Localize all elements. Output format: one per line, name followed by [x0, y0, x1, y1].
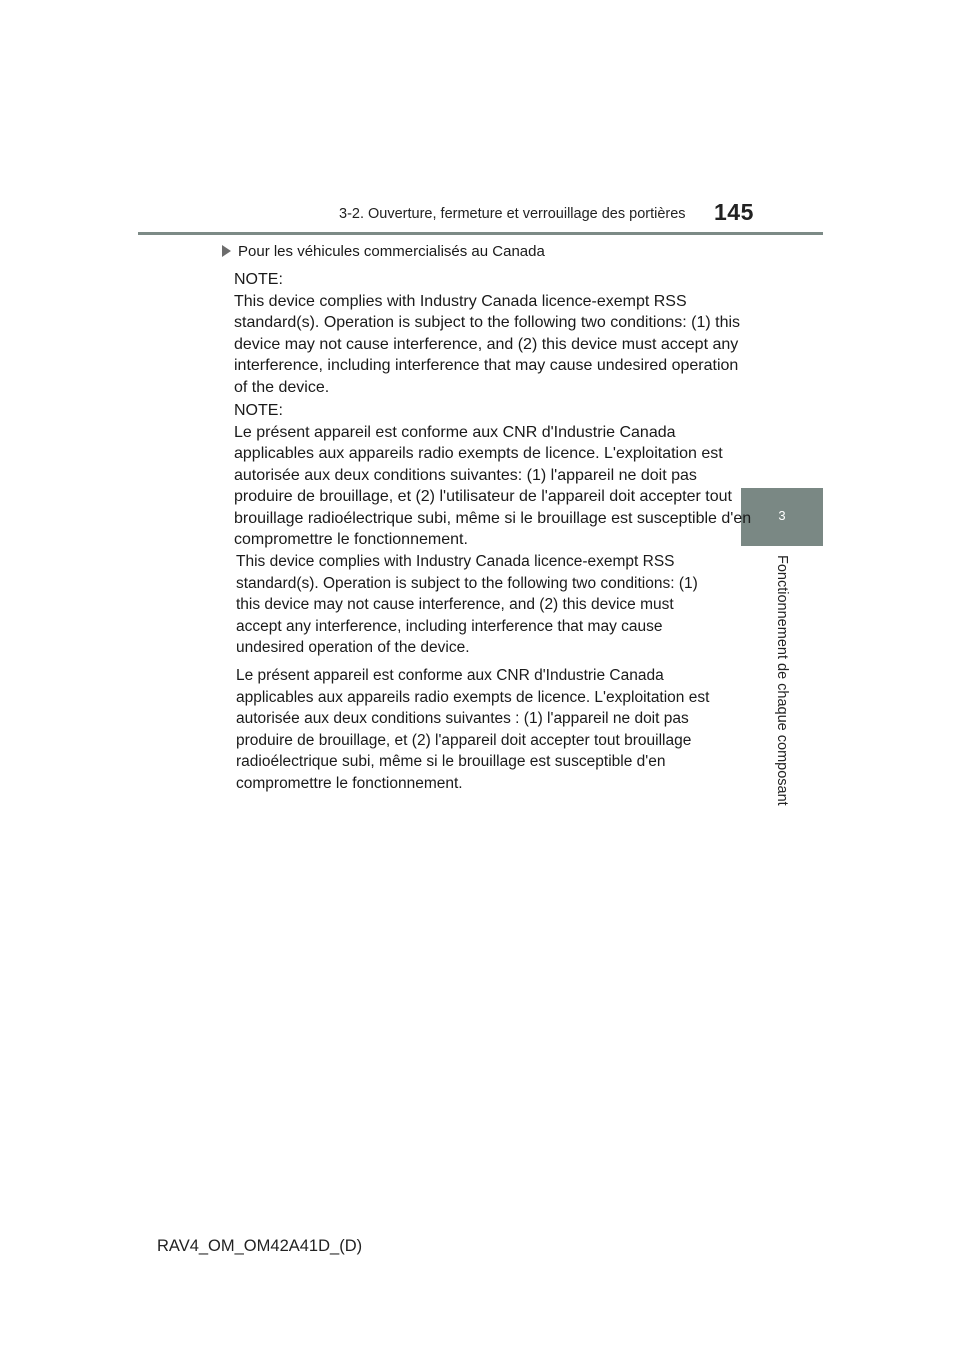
notice-line: Le présent appareil est conforme aux CNR d'Industrie Canada: [236, 667, 664, 684]
notice-line: device may not cause interference, and (2) this device must accept any: [234, 335, 739, 353]
chapter-title: Fonctionnement de chaque composant: [774, 555, 790, 806]
notice-line: produire de brouillage, et (2) l'utilisateur de l'appareil doit accepter tout: [234, 488, 732, 505]
notice-block-french-note: [234, 400, 754, 551]
subsection-title: Pour les véhicules commercialisés au Canada: [238, 243, 545, 260]
notice-line: NOTE:: [234, 402, 283, 419]
notice-line: autorisée aux deux conditions suivantes : (1) l'appareil ne doit pas: [236, 710, 689, 727]
document-code: RAV4_OM_OM42A41D_(D): [157, 1237, 363, 1255]
notice-line: standard(s). Operation is subject to the following two conditions: (1) this: [234, 314, 741, 331]
notice-line: autorisée aux deux conditions suivantes: (1) l'appareil ne doit pas: [234, 466, 697, 484]
notice-line: NOTE:: [234, 271, 283, 288]
subsection-heading: [222, 243, 545, 260]
page-number: 145: [714, 199, 754, 225]
notice-line: accept any interference, including interference that may cause: [236, 617, 663, 635]
notice-line: of the device.: [234, 378, 330, 396]
notice-line: this device may not cause interference, and (2) this device must: [236, 596, 674, 613]
triangle-bullet-icon: [222, 245, 231, 257]
chapter-number: 3: [778, 508, 786, 523]
notice-block-english: [236, 551, 756, 659]
notice-line: interference, including interference that may cause undesired operation: [234, 357, 739, 374]
notice-line: radioélectrique subi, même si le brouillage est susceptible d'en: [236, 753, 666, 770]
notice-line: brouillage radioélectrique subi, même si le brouillage est susceptible d'en: [234, 509, 752, 527]
notice-line: This device complies with Industry Canada licence-exempt RSS: [236, 553, 675, 570]
notice-line: Le présent appareil est conforme aux CNR d'Industrie Canada: [234, 423, 676, 441]
notice-block-english-note: [234, 269, 754, 398]
notice-line: produire de brouillage, et (2) l'appareil doit accepter tout brouillage: [236, 731, 692, 749]
notice-line: applicables aux appareils radio exempts de licence. L'exploitation est: [236, 688, 710, 706]
notice-line: standard(s). Operation is subject to the following two conditions: (1): [236, 574, 698, 592]
section-title: 3-2. Ouverture, fermeture et verrouillage des portières: [339, 206, 686, 222]
notice-line: compromettre le fonctionnement.: [236, 774, 463, 792]
notice-line: undesired operation of the device.: [236, 639, 470, 656]
header-rule: [138, 232, 823, 235]
notice-line: This device complies with Industry Canada licence-exempt RSS: [234, 292, 687, 310]
notice-line: compromettre le fonctionnement.: [234, 531, 468, 548]
notice-block-french: [236, 665, 756, 794]
notice-line: applicables aux appareils radio exempts de licence. L'exploitation est: [234, 445, 723, 462]
